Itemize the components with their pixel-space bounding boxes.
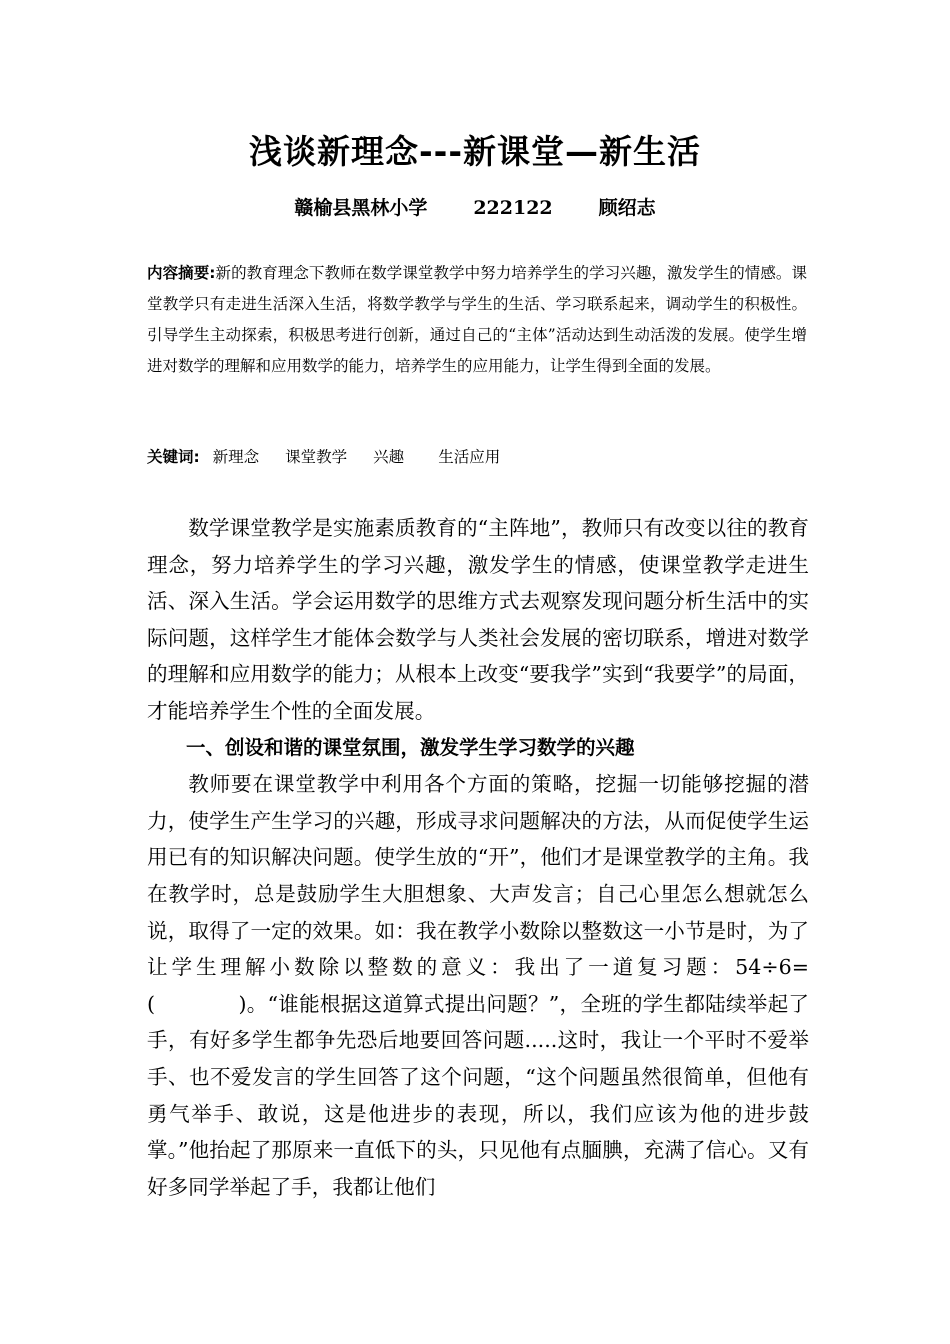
byline <box>0 193 950 220</box>
keyword: 课堂教学 <box>285 448 348 466</box>
document-title: 浅谈新理念---新课堂—新生活 <box>248 132 702 171</box>
keyword: 兴趣 <box>373 448 405 466</box>
abstract-text: 新的教育理念下教师在数学课堂教学中努力培养学生的学习兴趣，激发学生的情感。课堂教学只有走进生活深入生活，将数学教学与学生的生活、学习联系起来，调动学生的积极性。引导学生主动探索，积极思考进行创新，通过自己的“主体”活动达到生动活泼的发展。使学生增进对数学的理解和应用数学的能力，培养学生的应用能力，让学生得到全面的发展。 <box>147 264 807 375</box>
postcode: 222122 <box>473 197 553 219</box>
section-paragraph: 教师要在课堂教学中利用各个方面的策略，挖掘一切能够挖掘的潜力，使学生产生学习的兴趣，形成寻求问题解决的方法，从而促使学生运用已有的知识解决问题。使学生放的“开”，他们才是课堂教学的主角。我在教学时，总是鼓励学生大胆想象、大声发言；自己心里怎么想就怎么说，取得了一定的效果。如：我在教学小数除以整数这一小节是时，为了让学生理解小数除以整数的意义：我出了一道复习题：54÷6=( )。“谁能根据这道算式提出问题？”，全班的学生都陆续举起了手，有好多学生都争先恐后地要回答问题.....这时，我让一个平时不爱举手、也不爱发言的学生回答了这个问题，“这个问题虽然很简单，但他有勇气举手、敢说，这是他进步的表现，所以，我们应该为他的进步鼓掌。”他抬起了那原来一直低下的头，只见他有点腼腆，充满了信心。又有好多同学举起了手，我都让他们 <box>147 772 809 1199</box>
keywords <box>147 445 807 467</box>
keyword: 生活应用 <box>438 448 501 466</box>
section-heading: 一、创设和谐的课堂氛围，激发学生学习数学的兴趣 <box>186 735 635 759</box>
keyword: 新理念 <box>212 448 260 466</box>
abstract <box>147 258 807 382</box>
body-text <box>147 510 809 1205</box>
keywords-label: 关键词: <box>147 448 200 466</box>
intro-paragraph: 数学课堂教学是实施素质教育的“主阵地”，教师只有改变以往的教育理念，努力培养学生的学习兴趣，激发学生的情感，使课堂教学走进生活、深入生活。学会运用数学的思维方式去观察发现问题分析生活中的实际问题，这样学生才能体会数学与人类社会发展的密切联系，增进对数学的理解和应用数学的能力；从根本上改变“要我学”实到“我要学”的局面，才能培养学生个性的全面发展。 <box>147 516 809 723</box>
author-name: 顾绍志 <box>598 197 656 219</box>
abstract-label: 内容摘要: <box>147 264 216 282</box>
school-name: 赣榆县黑林小学 <box>294 197 428 219</box>
